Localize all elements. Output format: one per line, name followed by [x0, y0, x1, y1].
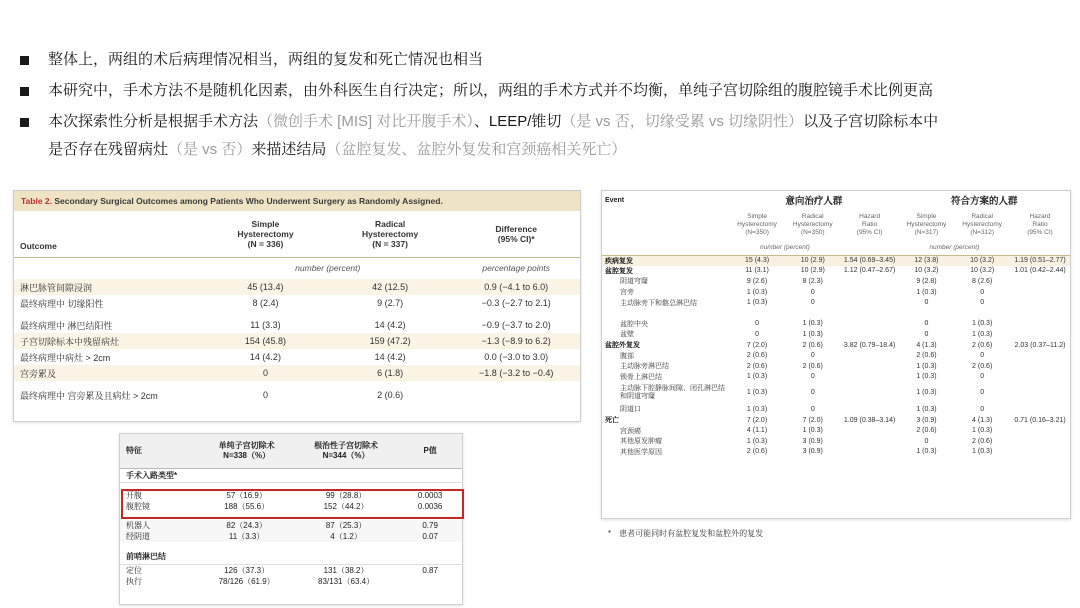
table-row	[120, 576, 462, 587]
cell-value	[1010, 329, 1070, 340]
cell-value: 1 (0.3)	[972, 448, 993, 456]
bullet-item	[20, 77, 1060, 105]
table-row	[14, 387, 580, 403]
cell-value	[841, 308, 899, 319]
cell-value: 9 (2.8)	[916, 277, 937, 285]
cell-value	[785, 308, 841, 319]
row-label: 其他医学原因	[620, 448, 662, 456]
table-caption	[14, 191, 580, 211]
table-row	[14, 317, 580, 333]
cell-radical: 83/131（63.4）	[318, 576, 375, 586]
cell-p	[398, 576, 462, 587]
cell-value: 0	[980, 373, 985, 381]
cell-difference: −0.3 (−2.7 to 2.1)	[481, 298, 551, 308]
cell-value	[729, 308, 785, 319]
secondary-outcomes-table	[13, 190, 581, 422]
header-radical: 根治性子宫切除术 N=344（%）	[294, 434, 398, 468]
cell-value: 0	[810, 352, 815, 360]
cell-simple: 14 (4.2)	[249, 352, 281, 362]
row-label: 宫旁累及	[14, 365, 203, 381]
cell-difference: −1.8 (−3.2 to −0.4)	[452, 365, 580, 381]
section-row	[120, 468, 462, 482]
units-pp: number (percent)	[899, 241, 1010, 255]
cell-value: 4 (1.3)	[916, 341, 937, 349]
row-label: 腹部	[620, 352, 634, 360]
cell-value: 1 (0.3)	[916, 362, 937, 370]
cell-value	[1010, 297, 1070, 308]
units-row	[602, 241, 1070, 255]
cell-value	[841, 319, 899, 330]
row-label: 宫颈癌	[620, 427, 641, 435]
cell-value: 1 (0.3)	[972, 427, 993, 435]
table-row	[602, 404, 1070, 415]
cell-simple: 154 (45.8)	[203, 333, 328, 349]
table-row	[602, 319, 1070, 330]
col-header: Radical Hysterectomy (N=312)	[962, 213, 1003, 236]
table-row	[602, 425, 1070, 436]
row-label: 开腹	[126, 491, 142, 500]
cell-simple: 82（24.3）	[199, 520, 293, 531]
table-row	[14, 333, 580, 349]
table-header-row	[120, 434, 462, 468]
bullet-text: 本研究中，手术方法不是随机化因素，由外科医生自行决定；所以，两组的手术方式并不均衡，单纯子宫切除组的腹腔镜手术比例更高	[48, 82, 934, 99]
cell-value: 0	[755, 320, 759, 328]
cell-value: 12 (3.8)	[899, 255, 955, 266]
bullet-item	[20, 108, 1060, 164]
cell-value: 10 (2.9)	[785, 255, 841, 266]
cell-value: 1 (0.3)	[746, 299, 768, 307]
table-row	[602, 287, 1070, 298]
cell-simple: 45 (13.4)	[203, 279, 328, 295]
table-row	[120, 564, 462, 576]
cell-p: 0.79	[398, 520, 462, 531]
sentinel-rows	[120, 564, 462, 587]
bullet-text-part: 以及子宫切除标本中	[803, 113, 939, 130]
cell-value: 0	[755, 330, 759, 338]
table-row	[602, 340, 1070, 351]
bullet-item	[20, 46, 1060, 74]
cell-value: 7 (2.0)	[802, 416, 823, 424]
cell-value: 10 (3.2)	[954, 255, 1010, 266]
recurrence-death-table	[601, 190, 1071, 519]
cell-value: 3 (0.9)	[802, 437, 823, 445]
bullet-text-part: 本次探索性分析是根据手术方法	[48, 113, 259, 130]
cell-value: 1 (0.3)	[916, 389, 937, 397]
cell-value: 1 (0.3)	[972, 320, 993, 328]
cell-simple: 0	[262, 390, 268, 400]
footnote-text: 患者可能同时有盆腔复发和盆腔外的复发	[619, 529, 764, 538]
table-row	[602, 436, 1070, 447]
cell-difference: 0.9 (−4.1 to 6.0)	[452, 279, 580, 295]
cell-value: 2 (0.6)	[972, 341, 993, 349]
row-label: 最终病理中 淋巴结阳性	[20, 320, 113, 331]
section-row	[120, 550, 462, 564]
cell-value: 1.09 (0.38–3.14)	[843, 416, 896, 424]
cell-value	[841, 372, 899, 383]
cell-value	[1010, 436, 1070, 447]
table-row	[14, 279, 580, 295]
row-label: 盆腔中央	[620, 320, 648, 328]
cell-simple: 78/126（61.9）	[218, 576, 275, 586]
table-row	[120, 501, 462, 512]
cell-value: 0	[980, 352, 985, 360]
units-pct: percentage points	[482, 263, 550, 274]
cell-radical: 152（44.2）	[323, 502, 369, 511]
cell-simple: 11（3.3）	[199, 531, 293, 542]
cell-p: 0.07	[398, 531, 462, 542]
cell-value	[841, 404, 899, 415]
table-row	[14, 295, 580, 311]
table-row	[602, 361, 1070, 372]
cell-value: 1.01 (0.42–2.44)	[1014, 267, 1066, 275]
cell-value: 8 (2.6)	[972, 277, 993, 285]
surgical-approach-table	[119, 433, 463, 605]
row-label: 主动脉旁下和髂总淋巴结	[620, 299, 697, 307]
bullet-text-aside: （是 vs 否，切缘受累 vs 切缘阴性）	[561, 113, 804, 130]
header-outcome: Outcome	[14, 211, 203, 257]
row-label: 盆腔复发	[605, 267, 633, 275]
row-label: 阴道口	[620, 406, 641, 414]
cell-value	[1010, 308, 1070, 319]
cell-value: 15 (4.3)	[729, 255, 785, 266]
cell-value	[1010, 447, 1070, 458]
row-label: 宫旁	[620, 289, 634, 297]
cell-value	[841, 329, 899, 340]
cell-value: 1 (0.3)	[972, 330, 993, 338]
cell-value: 0	[810, 389, 815, 397]
row-label: 死亡	[605, 417, 619, 425]
table-row	[602, 329, 1070, 340]
row-label: 执行	[126, 576, 142, 586]
cell-value	[1010, 372, 1070, 383]
header-simple: 单纯子宫切除术 N=338（%）	[199, 434, 293, 468]
column-header-row	[602, 209, 1070, 241]
cell-value: 0	[810, 405, 815, 413]
cell-value	[841, 361, 899, 372]
units-number: number (percent)	[295, 263, 361, 274]
table-row	[602, 350, 1070, 361]
table-row	[602, 266, 1070, 277]
bullet-text: 整体上，两组的术后病理情况相当，两组的复发和死亡情况也相当	[48, 51, 484, 68]
cell-value	[1010, 319, 1070, 330]
cell-value: 2 (0.6)	[972, 437, 993, 445]
table-row	[14, 365, 580, 381]
col-header: Radical Hysterectomy (N=350)	[792, 213, 833, 236]
row-label: 腹腔镜	[126, 502, 150, 511]
cell-value	[1010, 425, 1070, 436]
cell-value: 1 (0.3)	[802, 330, 823, 338]
cell-value: 0	[924, 330, 929, 338]
table-row	[120, 490, 462, 501]
cell-value: 1 (0.3)	[916, 405, 937, 413]
cell-value	[1010, 404, 1070, 415]
cell-value: 1.54 (0.69–3.45)	[841, 255, 899, 266]
cell-value: 8 (2.3)	[802, 277, 823, 285]
cell-value: 11 (3.1)	[745, 267, 769, 275]
cell-value: 1 (0.3)	[802, 427, 823, 435]
recurrence-grid	[602, 191, 1070, 457]
header-simple: Simple Hysterectomy (N = 336)	[203, 211, 328, 257]
section-approach: 手术入路类型*	[120, 468, 462, 482]
itt-group-header: 意向治疗人群	[785, 196, 843, 207]
cell-value	[954, 308, 1010, 319]
table-row	[120, 520, 462, 531]
cell-value: 1 (0.3)	[746, 288, 768, 296]
event-header: Event	[605, 196, 625, 204]
table-caption-text: Secondary Surgical Outcomes among Patients Who Underwent Surgery as Randomly Assigned.	[52, 196, 443, 206]
cell-value	[1010, 350, 1070, 361]
row-label: 淋巴脉管间隙浸润	[14, 279, 203, 295]
cell-value	[1010, 276, 1070, 287]
cell-value: 2 (0.6)	[746, 362, 768, 370]
cell-value: 1 (0.3)	[746, 389, 768, 397]
table-row	[602, 255, 1070, 266]
row-label: 盆壁	[620, 331, 634, 339]
cell-value: 3.82 (0.79–18.4)	[843, 341, 896, 349]
cell-simple: 57（16.9）	[226, 491, 267, 500]
cell-value: 2 (0.6)	[972, 362, 993, 370]
bullet-text-aside: （是 vs 否）	[168, 141, 252, 158]
cell-value: 10 (3.2)	[914, 267, 939, 275]
cell-value: 0	[980, 389, 985, 397]
outcomes-body	[14, 279, 580, 403]
cell-value: 0	[810, 373, 815, 381]
cell-simple: 11 (3.3)	[250, 320, 281, 330]
cell-value: 2.03 (0.37–11.2)	[1014, 341, 1066, 349]
section-sentinel: 前哨淋巴结	[120, 550, 462, 564]
table-row	[602, 372, 1070, 383]
cell-p: 0.87	[422, 565, 438, 575]
recurrence-body	[602, 255, 1070, 457]
bullet-square-icon	[20, 56, 29, 65]
header-feature: 特征	[120, 434, 199, 468]
col-header: Hazard Ratio (95% CI)	[856, 213, 883, 236]
cell-p: 0.0036	[417, 502, 443, 511]
cell-value: 3 (0.9)	[916, 416, 937, 424]
cell-value: 2 (0.6)	[802, 362, 823, 370]
cell-value: 1 (0.3)	[916, 373, 937, 381]
row-label: 疾病复发	[602, 255, 729, 266]
cell-value: 1.12 (0.47–2.67)	[843, 267, 896, 275]
col-header: Simple Hysterectomy (N=350)	[737, 213, 777, 236]
row-label: 其他原发肿瘤	[620, 438, 662, 446]
table-row	[120, 531, 462, 542]
row-label: 主动脉旁淋巴结	[620, 363, 669, 371]
cell-value	[841, 350, 899, 361]
col-header: Hazard Ratio (95% CI)	[1027, 213, 1053, 236]
cell-value: 0	[924, 320, 929, 328]
bullet-text-aside: （盆腔复发、盆腔外复发和宫颈癌相关死亡）	[326, 141, 627, 158]
cell-value: 1 (0.3)	[746, 437, 768, 445]
table-row	[602, 447, 1070, 458]
header-radical: Radical Hysterectomy (N = 337)	[328, 211, 453, 257]
cell-value: 2 (0.6)	[746, 352, 768, 360]
cell-value	[899, 308, 955, 319]
cell-value: 2 (0.6)	[802, 341, 823, 349]
cell-radical: 14 (4.2)	[374, 352, 406, 362]
cell-value	[841, 436, 899, 447]
cell-simple: 8 (2.4)	[252, 298, 279, 308]
cell-difference	[452, 387, 580, 403]
row-label: 经阴道	[120, 531, 199, 542]
row-label: 最终病理中 宫旁累及且病灶 > 2cm	[20, 390, 158, 401]
cell-difference: −1.3 (−8.9 to 6.2)	[452, 333, 580, 349]
header-p: P值	[398, 434, 462, 468]
bullet-square-icon	[20, 87, 29, 96]
row-label: 阴道穹窿	[620, 278, 648, 286]
cell-value: 0	[924, 299, 929, 307]
cell-radical: 159 (47.2)	[328, 333, 453, 349]
bullet-text-part: 、LEEP/锥切	[473, 113, 562, 130]
cell-value: 1.19 (0.51–2.77)	[1010, 255, 1070, 266]
cell-value: 1 (0.3)	[746, 405, 768, 413]
cell-value: 1 (0.3)	[916, 288, 937, 296]
cell-value	[841, 447, 899, 458]
cell-difference: 0.0 (−3.0 to 3.0)	[484, 352, 549, 362]
bullet-text-part: 是否存在残留病灶	[48, 141, 169, 158]
row-label: 主动脉下腔静脉间隙、闭孔淋巴结和阴道穹窿	[620, 385, 725, 401]
cell-value: 1 (0.3)	[916, 448, 937, 456]
bullet-text-aside: （微创手术 [MIS] 对比开腹手术）	[258, 113, 474, 130]
units-itt: number (percent)	[729, 241, 840, 255]
cell-value: 3 (0.9)	[802, 448, 823, 456]
bullet-square-icon	[20, 118, 29, 127]
cell-value: 0	[980, 288, 985, 296]
row-label: 盆腔外复发	[605, 342, 640, 350]
cell-value: 0.71 (0.16–3.21)	[1014, 416, 1066, 424]
cell-value	[841, 382, 899, 404]
row-label: 最终病理中 切缘阳性	[20, 298, 104, 309]
approach-rows-b	[120, 520, 462, 542]
cell-value: 0	[810, 299, 815, 307]
table-row	[602, 415, 1070, 426]
col-header: Simple Hysterectomy (N=317)	[906, 213, 947, 236]
cell-value	[841, 276, 899, 287]
cell-value: 1 (0.3)	[802, 320, 823, 328]
outcomes-grid	[14, 211, 580, 403]
row-label	[602, 308, 729, 319]
cell-value: 2 (0.6)	[916, 427, 937, 435]
cell-value: 10 (3.2)	[970, 267, 995, 275]
footnote-mark: *	[608, 529, 612, 538]
row-label: 子宫切除标本中残留病灶	[14, 333, 203, 349]
cell-radical: 14 (4.2)	[374, 320, 406, 330]
table-row	[602, 308, 1070, 319]
cell-value	[1010, 382, 1070, 404]
row-label: 最终病理中病灶 > 2cm	[20, 352, 111, 363]
footnote	[608, 528, 763, 539]
cell-radical: 2 (0.6)	[377, 390, 404, 400]
cell-simple: 126（37.3）	[224, 565, 270, 575]
cell-value	[841, 287, 899, 298]
cell-radical: 42 (12.5)	[328, 279, 453, 295]
table-row	[14, 349, 580, 365]
bullet-list	[20, 46, 1060, 164]
cell-value	[1010, 361, 1070, 372]
units-row	[14, 257, 580, 279]
cell-radical: 6 (1.8)	[328, 365, 453, 381]
cell-value: 7 (2.0)	[746, 341, 768, 349]
cell-value: 10 (2.9)	[800, 267, 825, 275]
row-label: 锁骨上淋巴结	[620, 373, 662, 381]
cell-simple: 0	[203, 365, 328, 381]
approach-grid	[120, 434, 462, 587]
cell-simple: 188（55.6）	[224, 502, 270, 511]
cell-value: 9 (2.6)	[746, 277, 768, 285]
cell-value	[1010, 287, 1070, 298]
header-difference: Difference (95% CI)*	[452, 211, 580, 257]
cell-value: 0	[810, 288, 815, 296]
bullet-text-part: 来描述结局	[251, 141, 327, 158]
table-caption-label: Table 2.	[21, 196, 53, 206]
row-label: 机器人	[120, 520, 199, 531]
cell-radical: 131（38.2）	[323, 565, 369, 575]
row-label: 定位	[126, 565, 142, 575]
table-row	[602, 276, 1070, 287]
group-header-row	[602, 191, 1070, 209]
cell-value: 0	[924, 437, 929, 445]
cell-value: 4 (1.3)	[972, 416, 993, 424]
cell-value: 2 (0.6)	[746, 448, 768, 456]
table-header-row	[14, 211, 580, 257]
cell-p: 0.0003	[417, 491, 443, 500]
cell-value: 4 (1.1)	[746, 427, 768, 435]
cell-value: 0	[980, 299, 985, 307]
table-row	[602, 382, 1070, 404]
cell-radical: 87（25.3）	[294, 520, 398, 531]
cell-difference: −0.9 (−3.7 to 2.0)	[481, 320, 551, 330]
cell-value: 1 (0.3)	[746, 373, 768, 381]
approach-rows-a	[120, 490, 462, 512]
table-row	[602, 297, 1070, 308]
cell-value	[841, 425, 899, 436]
pp-group-header: 符合方案的人群	[951, 196, 1018, 207]
cell-radical: 99（28.8）	[325, 491, 367, 500]
cell-radical: 9 (2.7)	[377, 298, 404, 308]
cell-value	[841, 297, 899, 308]
cell-value: 7 (2.0)	[746, 416, 768, 424]
cell-radical: 4（1.2）	[294, 531, 398, 542]
cell-value: 0	[980, 405, 985, 413]
cell-value: 2 (0.6)	[916, 352, 937, 360]
